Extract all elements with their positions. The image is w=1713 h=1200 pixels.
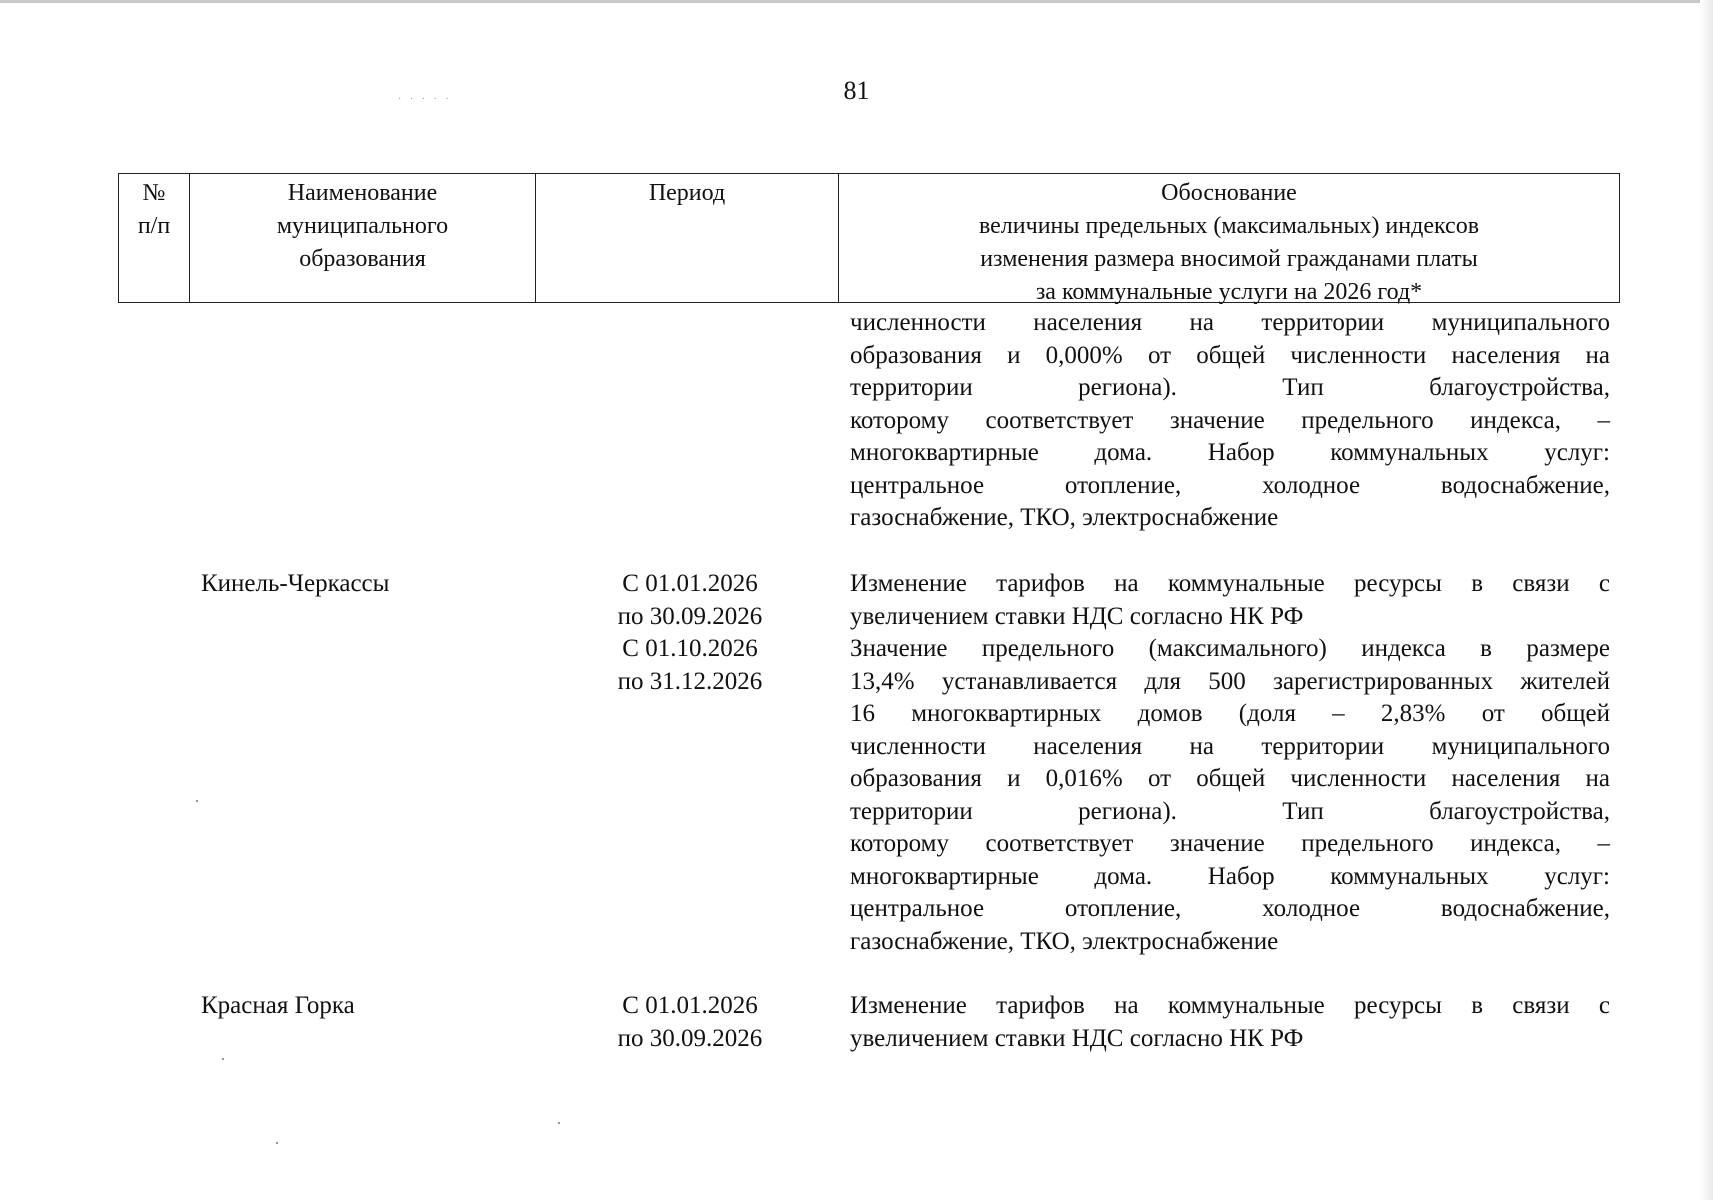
- text-line: территории региона). Тип благоустройства,: [850, 374, 1610, 401]
- row-period: [560, 568, 820, 698]
- text-line: численности населения на территории муниципального: [850, 732, 1610, 760]
- text-line: численности населения на территории муниципального: [850, 309, 1610, 336]
- text-line: которому соответствует значение предельного индекса, –: [850, 406, 1610, 434]
- page-number: [0, 76, 1713, 106]
- header-text: Обоснование: [1161, 180, 1297, 206]
- header-col-name: [190, 174, 536, 302]
- header-text: величины предельных (максимальных) индексов: [978, 213, 1480, 239]
- text-line: образования и 0,000% от общей численности населения на: [850, 341, 1610, 369]
- period-line: С 01.01.2026: [622, 570, 758, 597]
- row-justification: [850, 568, 1610, 958]
- scan-dust: [196, 800, 198, 802]
- period-line: по 30.09.2026: [617, 1024, 763, 1052]
- continuation-justification: [850, 307, 1610, 535]
- header-col-period: [536, 174, 839, 302]
- text-line: Изменение тарифов на коммунальные ресурсы в связи с: [850, 570, 1610, 597]
- header-text: образования: [299, 246, 426, 272]
- row-municipality-name: Кинель-Черкассы: [201, 570, 390, 597]
- text-line: 16 многоквартирных домов (доля – 2,83% от общей: [850, 700, 1610, 727]
- text-line: многоквартирные дома. Набор коммунальных услуг:: [850, 439, 1610, 466]
- period-line: по 31.12.2026: [617, 667, 763, 695]
- text-line: которому соответствует значение предельного индекса, –: [850, 830, 1610, 857]
- scan-edge-right: [1700, 0, 1713, 1200]
- text-line: увеличением ставки НДС согласно НК РФ: [850, 602, 1304, 630]
- text-line: Значение предельного (максимального) индекса в размере: [850, 635, 1610, 662]
- row-justification: [850, 990, 1610, 1055]
- text-line: увеличением ставки НДС согласно НК РФ: [850, 1024, 1304, 1052]
- scan-dust: [276, 1142, 278, 1144]
- header-text: Период: [648, 180, 726, 206]
- scan-dust: [222, 1058, 224, 1060]
- header-text: п/п: [137, 213, 171, 239]
- scan-edge-top: [0, 0, 1713, 3]
- text-line: центральное отопление, холодное водоснабжение,: [850, 895, 1610, 922]
- scan-specks: · · · · ·: [398, 94, 452, 105]
- text-line: территории региона). Тип благоустройства,: [850, 797, 1610, 825]
- header-col-number: [119, 174, 190, 302]
- text-line: Изменение тарифов на коммунальные ресурсы в связи с: [850, 992, 1610, 1019]
- header-text: Наименование: [287, 180, 438, 206]
- text-line: газоснабжение, ТКО, электроснабжение: [850, 504, 1279, 531]
- header-text: за коммунальные услуги на 2026 год*: [1035, 279, 1423, 305]
- header-text: муниципального: [276, 213, 449, 239]
- period-line: С 01.01.2026: [622, 992, 758, 1019]
- period-line: С 01.10.2026: [622, 635, 758, 662]
- table-header: [118, 173, 1620, 303]
- page-number-text: 81: [843, 76, 870, 105]
- row-municipality-name: Красная Горка: [201, 992, 355, 1019]
- row-period: [560, 990, 820, 1055]
- scan-dust: [558, 1122, 560, 1124]
- text-line: многоквартирные дома. Набор коммунальных услуг:: [850, 862, 1610, 890]
- text-line: газоснабжение, ТКО, электроснабжение: [850, 927, 1279, 955]
- header-text: №: [142, 180, 166, 206]
- text-line: образования и 0,016% от общей численности населения на: [850, 765, 1610, 792]
- text-line: центральное отопление, холодное водоснабжение,: [850, 471, 1610, 499]
- period-line: по 30.09.2026: [617, 602, 763, 630]
- text-line: 13,4% устанавливается для 500 зарегистрированных жителей: [850, 667, 1610, 695]
- header-col-justification: [839, 174, 1619, 305]
- header-text: изменения размера вносимой гражданами платы: [980, 246, 1478, 272]
